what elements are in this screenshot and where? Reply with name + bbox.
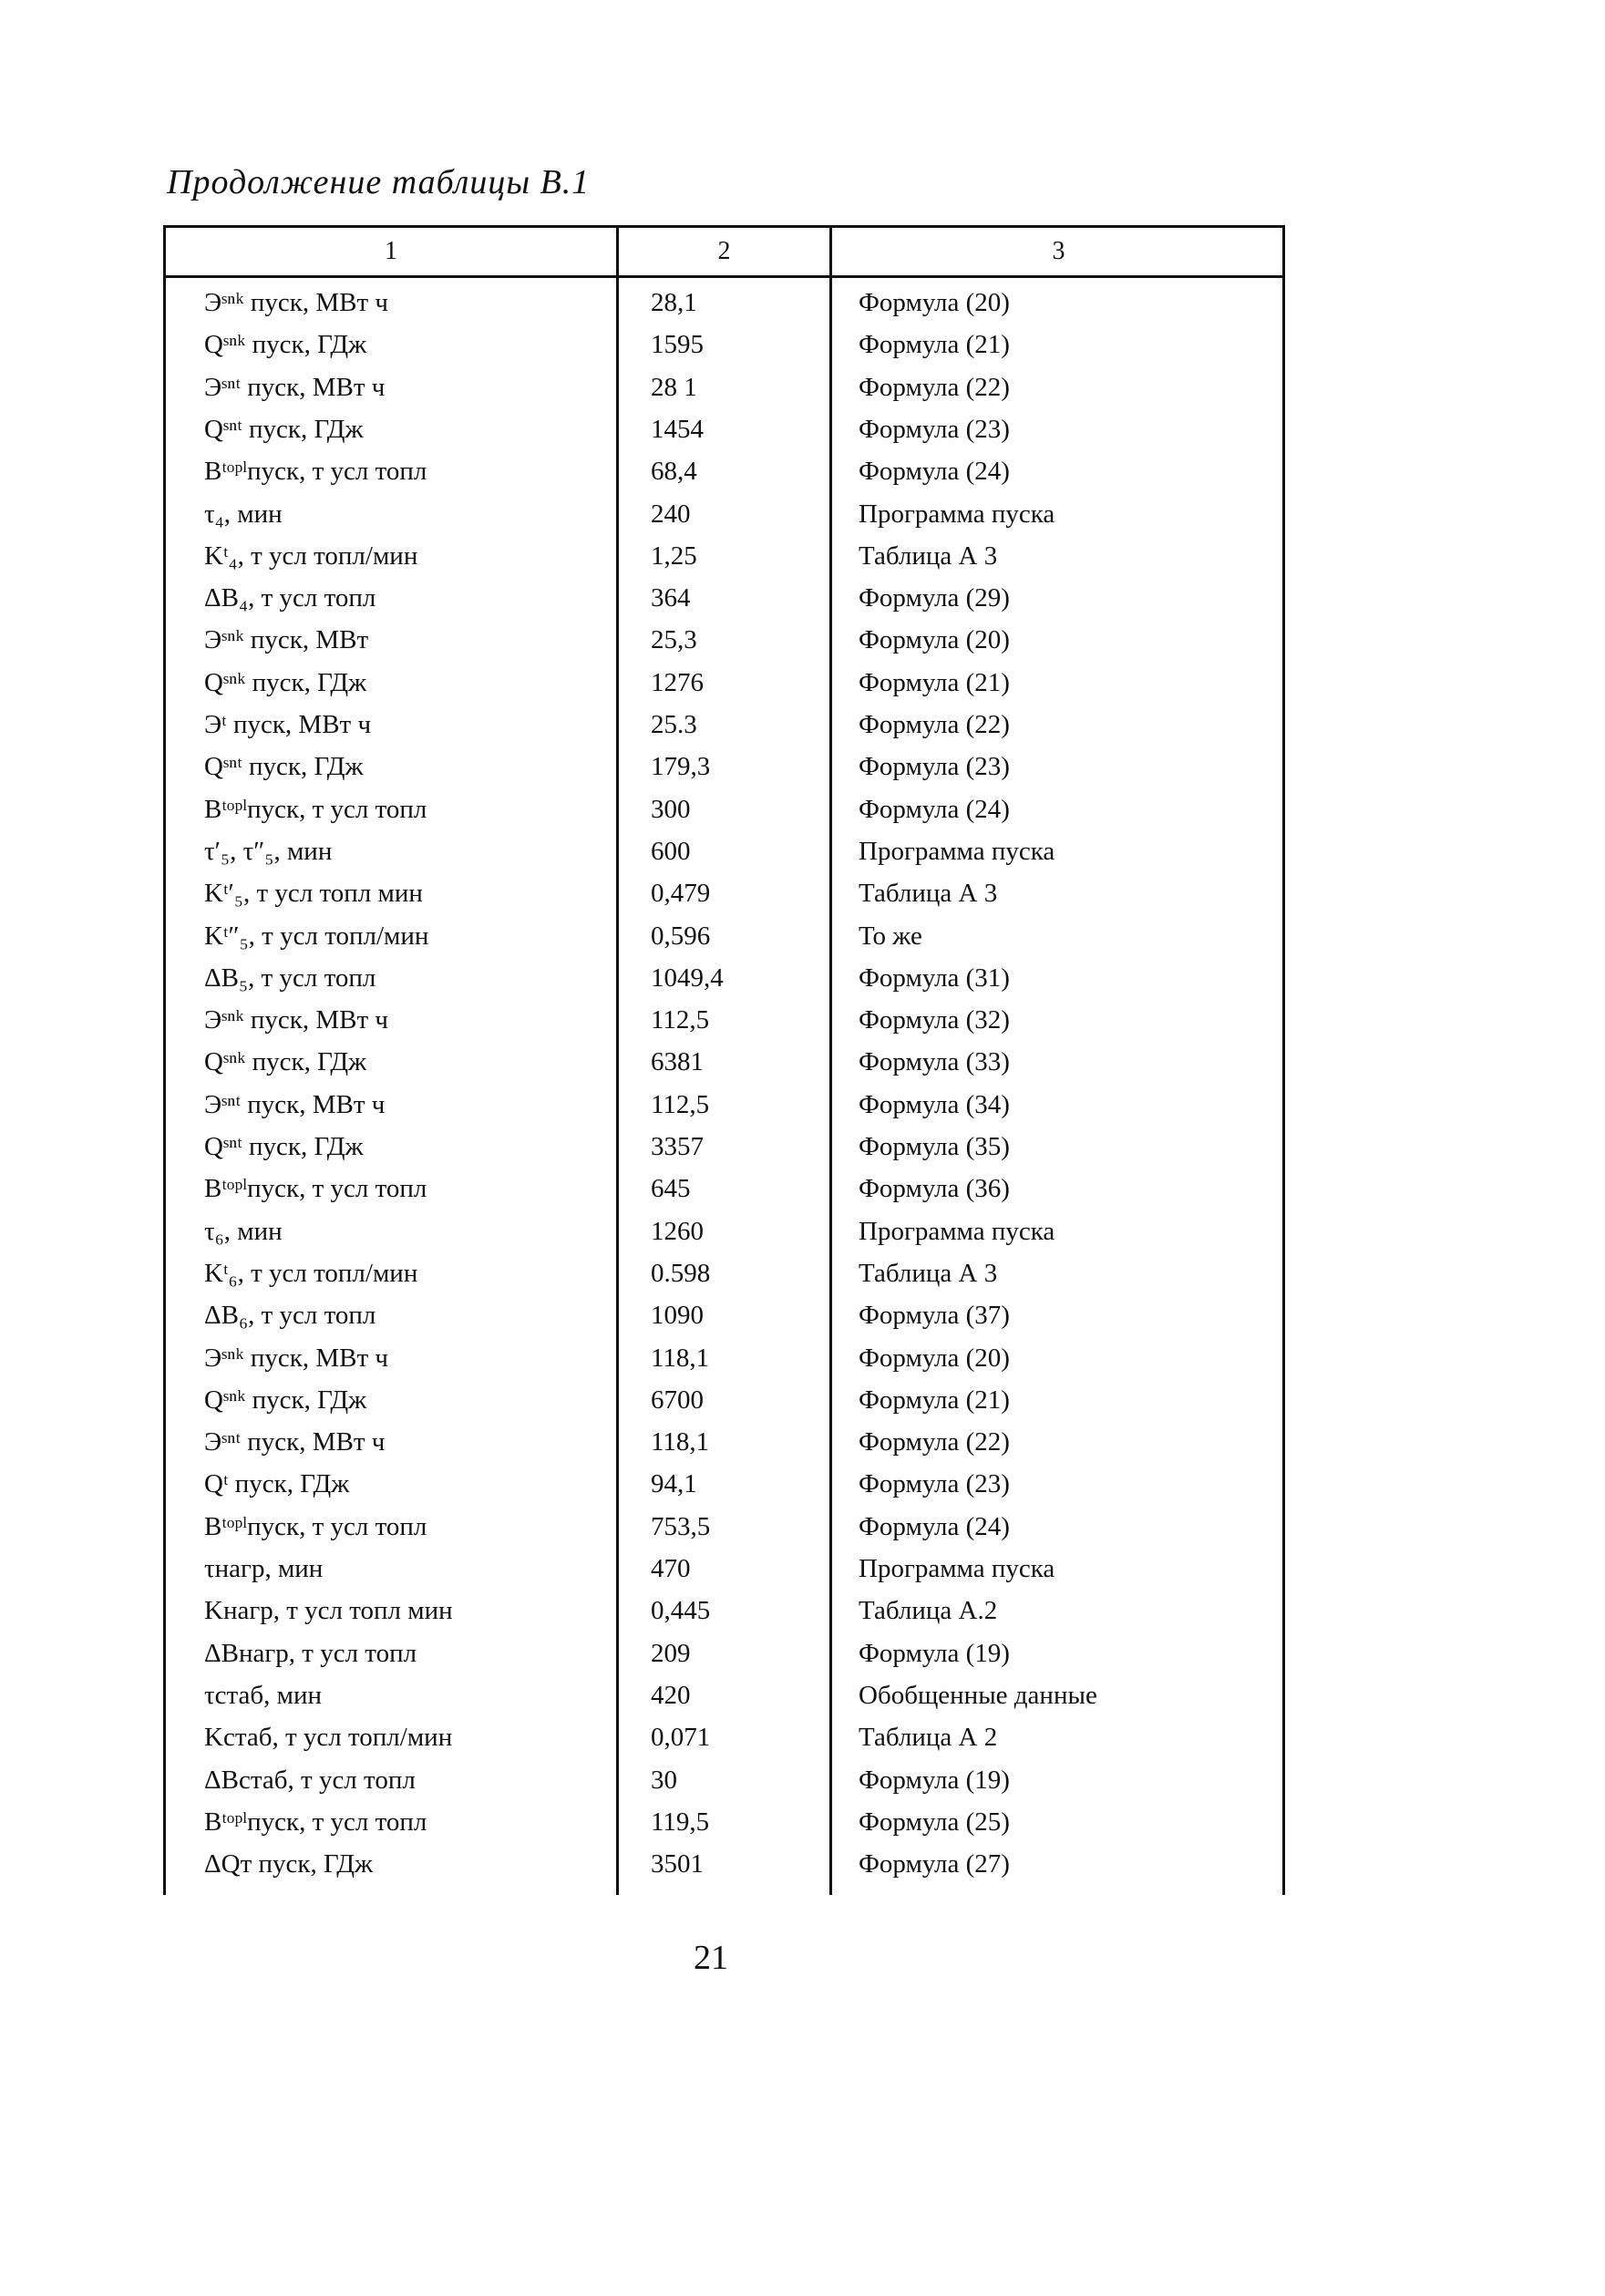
- table-row: [166, 373, 1282, 415]
- table-row: [166, 1596, 1282, 1638]
- value-cell: 28,1: [651, 288, 697, 317]
- value-cell: 112,5: [651, 1089, 710, 1119]
- column-header-2: 2: [717, 237, 731, 265]
- table-row: [166, 668, 1282, 710]
- table-row: [166, 879, 1282, 921]
- source-cell: Формула (20): [859, 1343, 1010, 1373]
- parameter-cell: Эˢⁿᵏ пуск, МВт: [204, 625, 369, 655]
- value-cell: 1260: [651, 1216, 704, 1246]
- value-cell: 209: [651, 1638, 691, 1668]
- source-cell: Формула (24): [859, 794, 1010, 824]
- parameter-cell: ΔQт пуск, ГДж: [204, 1849, 374, 1879]
- parameter-cell: τ′₅, τ″₅, мин: [204, 836, 333, 866]
- parameter-cell: Kᵗ′₅, т усл топл мин: [204, 879, 423, 909]
- source-cell: Формула (36): [859, 1174, 1010, 1204]
- source-cell: Формула (32): [859, 1005, 1010, 1035]
- source-cell: Программа пуска: [859, 836, 1055, 866]
- value-cell: 6700: [651, 1385, 704, 1415]
- value-cell: 1090: [651, 1301, 704, 1331]
- parameter-cell: ΔB₄, т усл топл: [204, 583, 376, 613]
- parameter-cell: ΔBнагр, т усл топл: [204, 1638, 417, 1668]
- data-table: [163, 225, 1285, 1895]
- parameter-cell: Эˢⁿᵏ пуск, МВт ч: [204, 1005, 388, 1035]
- table-row: [166, 710, 1282, 752]
- source-cell: Таблица А 2: [859, 1723, 998, 1753]
- table-row: [166, 288, 1282, 330]
- table-row: [166, 1047, 1282, 1089]
- source-cell: Программа пуска: [859, 1216, 1055, 1246]
- table-row: [166, 1512, 1282, 1554]
- source-cell: Формула (34): [859, 1089, 1010, 1119]
- parameter-cell: Qˢⁿᵗ пуск, ГДж: [204, 1132, 364, 1161]
- source-cell: Формула (22): [859, 1427, 1010, 1457]
- source-cell: Формула (35): [859, 1132, 1010, 1161]
- table-row: [166, 837, 1282, 879]
- source-cell: Формула (37): [859, 1301, 1010, 1331]
- source-cell: Таблица А 3: [859, 879, 998, 909]
- value-cell: 30: [651, 1765, 677, 1795]
- source-cell: Формула (24): [859, 457, 1010, 487]
- table-row: [166, 1259, 1282, 1301]
- source-cell: Формула (29): [859, 583, 1010, 613]
- source-cell: Формула (19): [859, 1638, 1010, 1668]
- table-row: [166, 1723, 1282, 1765]
- value-cell: 25,3: [651, 625, 697, 655]
- parameter-cell: Qˢⁿᵏ пуск, ГДж: [204, 1385, 367, 1415]
- value-cell: 25.3: [651, 710, 697, 739]
- source-cell: Таблица А 3: [859, 541, 998, 571]
- table-row: [166, 541, 1282, 583]
- value-cell: 0,445: [651, 1596, 711, 1626]
- table-row: [166, 1301, 1282, 1343]
- value-cell: 645: [651, 1174, 691, 1204]
- parameter-cell: Bᵗᵒᵖˡпуск, т усл топл: [204, 1807, 427, 1837]
- source-cell: Формула (24): [859, 1511, 1010, 1541]
- value-cell: 3357: [651, 1132, 704, 1161]
- parameter-cell: Kᵗ₆, т усл топл/мин: [204, 1258, 418, 1288]
- table-row: [166, 457, 1282, 499]
- value-cell: 28 1: [651, 372, 697, 402]
- value-cell: 240: [651, 499, 691, 529]
- source-cell: Формула (33): [859, 1047, 1010, 1077]
- value-cell: 364: [651, 583, 691, 613]
- source-cell: Формула (19): [859, 1765, 1010, 1795]
- table-row: [166, 625, 1282, 667]
- parameter-cell: Kᵗ″₅, т усл топл/мин: [204, 921, 429, 951]
- table-row: [166, 1174, 1282, 1216]
- parameter-cell: Эˢⁿᵏ пуск, МВт ч: [204, 288, 388, 317]
- table-row: [166, 1385, 1282, 1427]
- value-cell: 0,071: [651, 1723, 711, 1753]
- parameter-cell: τ₄, мин: [204, 499, 283, 529]
- source-cell: Формула (21): [859, 1385, 1010, 1415]
- value-cell: 119,5: [651, 1807, 710, 1837]
- value-cell: 6381: [651, 1047, 704, 1077]
- parameter-cell: Эˢⁿᵗ пуск, МВт ч: [204, 1427, 386, 1457]
- parameter-cell: ΔB₆, т усл топл: [204, 1301, 376, 1331]
- table-row: [166, 752, 1282, 794]
- source-cell: Программа пуска: [859, 1554, 1055, 1583]
- parameter-cell: Эˢⁿᵗ пуск, МВт ч: [204, 372, 386, 402]
- parameter-cell: Qˢⁿᵏ пуск, ГДж: [204, 1047, 367, 1077]
- value-cell: 1,25: [651, 541, 697, 571]
- value-cell: 753,5: [651, 1511, 711, 1541]
- table-row: [166, 1469, 1282, 1511]
- parameter-cell: Qᵗ пуск, ГДж: [204, 1469, 350, 1499]
- parameter-cell: Bᵗᵒᵖˡпуск, т усл топл: [204, 794, 427, 824]
- source-cell: Программа пуска: [859, 499, 1055, 529]
- parameter-cell: Kнагр, т усл топл мин: [204, 1596, 453, 1626]
- value-cell: 1595: [651, 330, 704, 360]
- parameter-cell: Qˢⁿᵗ пуск, ГДж: [204, 414, 364, 444]
- table-row: [166, 1217, 1282, 1259]
- parameter-cell: ΔBстаб, т усл топл: [204, 1765, 416, 1795]
- value-cell: 118,1: [651, 1343, 710, 1373]
- parameter-cell: Kᵗ₄, т усл топл/мин: [204, 541, 418, 571]
- value-cell: 1454: [651, 414, 704, 444]
- value-cell: 600: [651, 836, 691, 866]
- value-cell: 1049,4: [651, 963, 724, 993]
- value-cell: 420: [651, 1680, 691, 1710]
- parameter-cell: Qˢⁿᵗ пуск, ГДж: [204, 752, 364, 782]
- source-cell: Формула (31): [859, 963, 1010, 993]
- table-row: [166, 330, 1282, 372]
- source-cell: Таблица А.2: [859, 1596, 998, 1626]
- table-row: [166, 1681, 1282, 1723]
- table-header: [166, 228, 1282, 278]
- page-number: 21: [694, 1939, 728, 1977]
- parameter-cell: Kстаб, т усл топл/мин: [204, 1723, 453, 1753]
- source-cell: Формула (21): [859, 667, 1010, 697]
- table-row: [166, 1005, 1282, 1047]
- source-cell: Формула (21): [859, 330, 1010, 360]
- parameter-cell: Bᵗᵒᵖˡпуск, т усл топл: [204, 457, 427, 487]
- table-row: [166, 1132, 1282, 1174]
- source-cell: Формула (22): [859, 710, 1010, 739]
- value-cell: 0,596: [651, 921, 711, 951]
- value-cell: 1276: [651, 667, 704, 697]
- table-row: [166, 1807, 1282, 1849]
- table-row: [166, 1639, 1282, 1681]
- parameter-cell: τнагр, мин: [204, 1554, 324, 1583]
- source-cell: То же: [859, 921, 922, 951]
- table-row: [166, 1427, 1282, 1469]
- table-row: [166, 1344, 1282, 1385]
- value-cell: 179,3: [651, 752, 711, 782]
- table-row: [166, 921, 1282, 963]
- value-cell: 3501: [651, 1849, 704, 1879]
- source-cell: Формула (23): [859, 414, 1010, 444]
- parameter-cell: Bᵗᵒᵖˡпуск, т усл топл: [204, 1174, 427, 1204]
- value-cell: 112,5: [651, 1005, 710, 1035]
- table-row: [166, 795, 1282, 837]
- table-row: [166, 1090, 1282, 1132]
- table-row: [166, 583, 1282, 625]
- source-cell: Таблица А 3: [859, 1258, 998, 1288]
- table-row: [166, 1554, 1282, 1596]
- table-row: [166, 1849, 1282, 1891]
- parameter-cell: Эᵗ пуск, МВт ч: [204, 710, 372, 739]
- source-cell: Формула (22): [859, 372, 1010, 402]
- column-header-1: 1: [385, 237, 397, 265]
- value-cell: 0,479: [651, 879, 711, 909]
- table-row: [166, 963, 1282, 1005]
- table-caption: Продолжение таблицы В.1: [167, 163, 591, 201]
- table-row: [166, 1766, 1282, 1807]
- source-cell: Формула (25): [859, 1807, 1010, 1837]
- value-cell: 470: [651, 1554, 691, 1583]
- parameter-cell: ΔB₅, т усл топл: [204, 963, 376, 993]
- source-cell: Формула (20): [859, 625, 1010, 655]
- source-cell: Формула (27): [859, 1849, 1010, 1879]
- value-cell: 94,1: [651, 1469, 697, 1499]
- value-cell: 0.598: [651, 1258, 711, 1288]
- column-header-3: 3: [1052, 237, 1065, 265]
- source-cell: Обобщенные данные: [859, 1680, 1097, 1710]
- table-row: [166, 499, 1282, 541]
- table-row: [166, 415, 1282, 457]
- value-cell: 300: [651, 794, 691, 824]
- parameter-cell: Bᵗᵒᵖˡпуск, т усл топл: [204, 1511, 427, 1541]
- parameter-cell: Эˢⁿᵏ пуск, МВт ч: [204, 1343, 388, 1373]
- source-cell: Формула (23): [859, 752, 1010, 782]
- value-cell: 118,1: [651, 1427, 710, 1457]
- parameter-cell: Qˢⁿᵏ пуск, ГДж: [204, 330, 367, 360]
- parameter-cell: τстаб, мин: [204, 1680, 323, 1710]
- parameter-cell: τ₆, мин: [204, 1216, 283, 1246]
- parameter-cell: Эˢⁿᵗ пуск, МВт ч: [204, 1089, 386, 1119]
- source-cell: Формула (20): [859, 288, 1010, 317]
- source-cell: Формула (23): [859, 1469, 1010, 1499]
- parameter-cell: Qˢⁿᵏ пуск, ГДж: [204, 667, 367, 697]
- value-cell: 68,4: [651, 457, 697, 487]
